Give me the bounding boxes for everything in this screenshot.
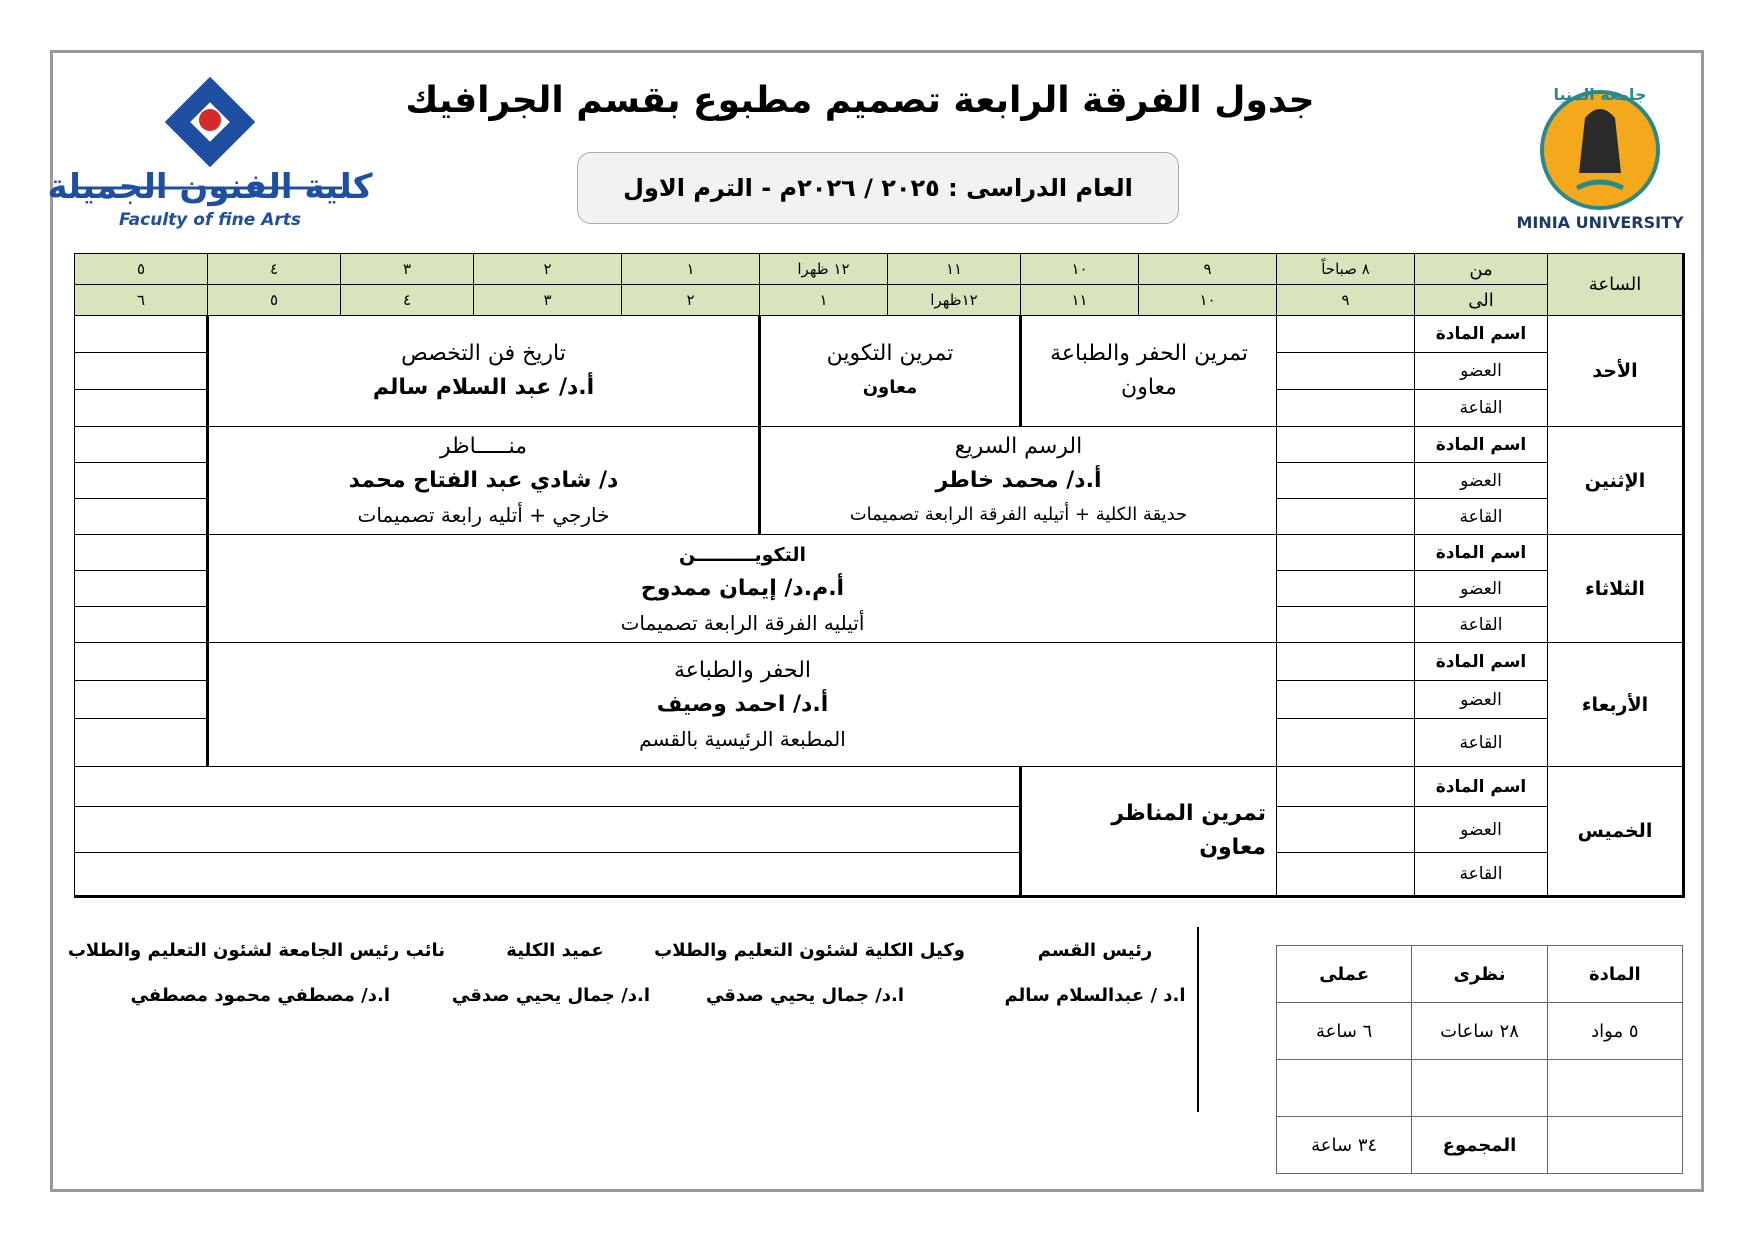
- time-to-1: ٩: [1277, 285, 1415, 316]
- label-subject: اسم المادة: [1415, 316, 1548, 353]
- empty-cell: [1277, 767, 1415, 807]
- empty-cell: [75, 681, 208, 719]
- thursday-row-subject: [75, 767, 1684, 807]
- empty-cell: [1277, 719, 1415, 767]
- from-label: من: [1415, 254, 1548, 285]
- empty-cell: [75, 390, 208, 427]
- time-from-8: ٣: [341, 254, 474, 285]
- session-room: المطبعة الرئيسية بالقسم: [639, 726, 846, 751]
- empty-cell: [1277, 643, 1415, 681]
- empty-cell: [1277, 571, 1415, 607]
- summary-empty-row: [1277, 1060, 1683, 1117]
- time-from-5: ١٢ ظهرا: [760, 254, 888, 285]
- summary-values-row: [1277, 1003, 1683, 1060]
- time-to-9: ٥: [208, 285, 341, 316]
- time-from-9: ٤: [208, 254, 341, 285]
- signature-vice-dean-title: وكيل الكلية لشئون التعليم والطلاب: [654, 940, 965, 961]
- session-subject: تمرين التكوين: [826, 341, 954, 366]
- faculty-logo: [47, 70, 373, 235]
- empty-cell: [1277, 353, 1415, 390]
- summary-h-subject: المادة: [1547, 946, 1682, 1003]
- empty-cell: [1277, 1060, 1412, 1117]
- monday-row-subject: [75, 427, 1684, 463]
- signature-head-name: ا.د / عبدالسلام سالم: [1004, 985, 1186, 1006]
- time-from-1: ٨ صباحاً: [1277, 254, 1415, 285]
- academic-year-box: [577, 152, 1179, 224]
- sunday-row-subject: [75, 316, 1684, 353]
- session-wed-a: [208, 643, 1277, 767]
- session-subject: الحفر والطباعة: [673, 657, 812, 683]
- summary-subjects: ٥ مواد: [1547, 1003, 1682, 1060]
- summary-h-theory: نظرى: [1412, 946, 1547, 1003]
- label-subject: اسم المادة: [1415, 427, 1548, 463]
- empty-cell: [1412, 1060, 1547, 1117]
- university-logo-en: MINIA UNIVERSITY: [1516, 213, 1684, 232]
- session-member: أ.د/ محمد خاطر: [935, 467, 1102, 493]
- empty-cell: [1277, 535, 1415, 571]
- page-title: جدول الفرقة الرابعة تصميم مطبوع بقسم الجرافيك: [405, 80, 1315, 121]
- signature-dean-name: ا.د/ جمال يحيي صدقي: [451, 985, 650, 1006]
- time-to-3: ١١: [1021, 285, 1139, 316]
- empty-cell: [1277, 681, 1415, 719]
- session-tue-a: [208, 535, 1277, 643]
- academic-year-text: العام الدراسى : ٢٠٢٥ / ٢٠٢٦م - الترم الاول: [623, 174, 1133, 202]
- label-subject: اسم المادة: [1415, 535, 1548, 571]
- empty-cell: [1277, 427, 1415, 463]
- label-member: العضو: [1415, 681, 1548, 719]
- day-thursday: الخميس: [1548, 767, 1684, 897]
- faculty-logo-en: Faculty of fine Arts: [119, 210, 301, 230]
- time-from-7: ٢: [474, 254, 622, 285]
- thursday-row-member: [75, 807, 1684, 853]
- session-subject: التكويـــــــــن: [678, 543, 807, 566]
- empty-cell: [1547, 1060, 1682, 1117]
- empty-cell: [75, 853, 1021, 897]
- empty-cell: [75, 463, 208, 499]
- empty-cell: [1277, 853, 1415, 897]
- label-subject: اسم المادة: [1415, 643, 1548, 681]
- session-subject: تمرين المناظر: [1111, 801, 1266, 826]
- empty-cell: [1277, 499, 1415, 535]
- time-to-10: ٦: [75, 285, 208, 316]
- signature-vp-title: نائب رئيس الجامعة لشئون التعليم والطلاب: [67, 940, 445, 961]
- header-row-from: [75, 254, 1684, 285]
- wednesday-row-subject: [75, 643, 1684, 681]
- day-monday: الإثنين: [1548, 427, 1684, 535]
- label-room: القاعة: [1415, 390, 1548, 427]
- label-subject: اسم المادة: [1415, 767, 1548, 807]
- schedule-table: [74, 253, 1685, 898]
- session-member: معاون: [862, 377, 918, 398]
- signature-vice-dean-name: ا.د/ جمال يحيي صدقي: [705, 985, 905, 1006]
- summary-total-label: المجموع: [1412, 1117, 1547, 1174]
- signature-head-title: رئيس القسم: [1037, 940, 1153, 961]
- label-room: القاعة: [1415, 853, 1548, 897]
- time-to-5: ١: [760, 285, 888, 316]
- empty-cell: [75, 427, 208, 463]
- empty-cell: [75, 353, 208, 390]
- session-mon-b: [208, 427, 760, 535]
- label-member: العضو: [1415, 463, 1548, 499]
- label-room: القاعة: [1415, 719, 1548, 767]
- empty-cell: [75, 807, 1021, 853]
- empty-cell: [75, 535, 208, 571]
- label-room: القاعة: [1415, 499, 1548, 535]
- empty-cell: [75, 767, 1021, 807]
- empty-cell: [75, 719, 208, 767]
- session-member: أ.د/ عبد السلام سالم: [372, 375, 595, 400]
- summary-practical: ٦ ساعة: [1277, 1003, 1412, 1060]
- time-to-2: ١٠: [1139, 285, 1277, 316]
- session-sun-a: [1021, 316, 1277, 427]
- label-member: العضو: [1415, 353, 1548, 390]
- faculty-logo-ar: كلية الفنون الجميلة: [47, 167, 373, 207]
- empty-cell: [1277, 390, 1415, 427]
- empty-cell: [75, 607, 208, 643]
- session-room: حديقة الكلية + أتيليه الفرقة الرابعة تصميمات: [849, 503, 1188, 525]
- summary-h-practical: عملى: [1277, 946, 1412, 1003]
- summary-total-row: [1277, 1117, 1683, 1174]
- time-from-3: ١٠: [1021, 254, 1139, 285]
- empty-cell: [1547, 1117, 1682, 1174]
- session-room: أتيليه الفرقة الرابعة تصميمات: [620, 610, 865, 635]
- empty-cell: [1277, 807, 1415, 853]
- empty-cell: [75, 643, 208, 681]
- empty-cell: [1277, 607, 1415, 643]
- to-label: الى: [1415, 285, 1548, 316]
- university-logo-ar: جامعة المنيا: [1553, 85, 1647, 104]
- session-member: أ.د/ احمد وصيف: [656, 691, 829, 717]
- label-member: العضو: [1415, 571, 1548, 607]
- header-row-to: [75, 285, 1684, 316]
- time-to-6: ٢: [622, 285, 760, 316]
- empty-cell: [1277, 316, 1415, 353]
- session-subject: تاريخ فن التخصص: [401, 341, 566, 366]
- time-to-8: ٤: [341, 285, 474, 316]
- summary-table: [1276, 945, 1683, 1174]
- signature-vp-name: ا.د/ مصطفي محمود مصطفي: [130, 985, 390, 1006]
- university-logo: [1515, 78, 1685, 238]
- session-member: معاون: [1199, 835, 1266, 860]
- divider-line: [1197, 927, 1199, 1112]
- empty-cell: [75, 499, 208, 535]
- signature-dean-title: عميد الكلية: [506, 940, 604, 961]
- session-subject: منـــــاظر: [439, 433, 527, 459]
- time-from-10: ٥: [75, 254, 208, 285]
- session-member: معاون: [1121, 375, 1177, 400]
- summary-header-row: [1277, 946, 1683, 1003]
- hour-label: الساعة: [1548, 254, 1684, 316]
- session-member: أ.م.د/ إيمان ممدوح: [640, 575, 845, 601]
- time-from-4: ١١: [888, 254, 1021, 285]
- day-sunday: الأحد: [1548, 316, 1684, 427]
- session-mon-a: [760, 427, 1277, 535]
- session-thu-a: [1021, 767, 1277, 897]
- label-room: القاعة: [1415, 607, 1548, 643]
- session-subject: تمرين الحفر والطباعة: [1050, 341, 1248, 366]
- empty-cell: [1277, 463, 1415, 499]
- empty-cell: [75, 316, 208, 353]
- session-sun-b: [760, 316, 1021, 427]
- session-subject: الرسم السريع: [954, 433, 1083, 459]
- time-from-2: ٩: [1139, 254, 1277, 285]
- tuesday-row-subject: [75, 535, 1684, 571]
- thursday-row-room: [75, 853, 1684, 897]
- day-tuesday: الثلاثاء: [1548, 535, 1684, 643]
- session-room: خارجي + أتليه رابعة تصميمات: [357, 502, 610, 527]
- time-to-4: ١٢ظهرا: [888, 285, 1021, 316]
- day-wednesday: الأربعاء: [1548, 643, 1684, 767]
- session-sun-c: [208, 316, 760, 427]
- summary-total: ٣٤ ساعة: [1277, 1117, 1412, 1174]
- time-from-6: ١: [622, 254, 760, 285]
- summary-theory: ٢٨ ساعات: [1412, 1003, 1547, 1060]
- empty-cell: [75, 571, 208, 607]
- time-to-7: ٣: [474, 285, 622, 316]
- label-member: العضو: [1415, 807, 1548, 853]
- session-member: د/ شادي عبد الفتاح محمد: [348, 467, 619, 493]
